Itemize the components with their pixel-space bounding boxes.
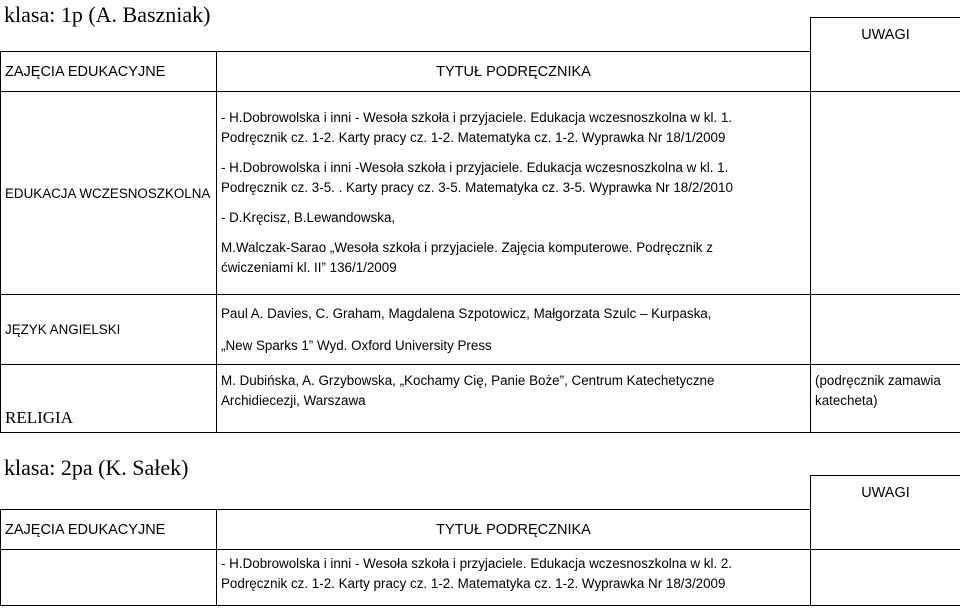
title-cell xyxy=(217,92,811,295)
header-notes: UWAGI xyxy=(811,18,960,52)
notes-cell xyxy=(811,365,960,433)
table-row xyxy=(1,295,960,365)
textbook-table-2pa xyxy=(0,475,960,606)
title-cell xyxy=(217,365,811,433)
subject-cell: RELIGIA xyxy=(1,365,217,433)
title-line: ćwiczeniami kl. II” 136/1/2009 xyxy=(221,260,397,275)
table-row xyxy=(1,365,960,433)
textbook-table-1p xyxy=(0,17,960,433)
header-subject: ZAJĘCIA EDUKACYJNE xyxy=(1,510,217,550)
notes-cell xyxy=(811,92,960,295)
notes-cell xyxy=(811,550,960,606)
title-line: Podręcznik cz. 1-2. Karty pracy cz. 1-2. Matematyka cz. 1-2. Wyprawka Nr 18/3/2009 xyxy=(221,576,726,591)
title-line: M.Walczak-Sarao „Wesoła szkoła i przyjaciele. Zajęcia komputerowe. Podręcznik z xyxy=(221,240,713,255)
title-line: - H.Dobrowolska i inni - Wesoła szkoła i przyjaciele. Edukacja wczesnoszkolna w kl. 1. xyxy=(221,110,733,125)
notes-line: katecheta) xyxy=(815,393,878,408)
class-heading-2pa: klasa: 2pa (K. Sałek) xyxy=(4,455,189,480)
title-line: Paul A. Davies, C. Graham, Magdalena Szpotowicz, Małgorzata Szulc – Kurpaska, xyxy=(221,305,712,321)
subject-cell: JĘZYK ANGIELSKI xyxy=(1,295,217,365)
header-title: TYTUŁ PODRĘCZNIKA xyxy=(217,510,811,550)
notes-line: (podręcznik zamawia xyxy=(815,373,941,388)
notes-cell xyxy=(811,295,960,365)
title-line: - H.Dobrowolska i inni - Wesoła szkoła i przyjaciele. Edukacja wczesnoszkolna w kl. 2. xyxy=(221,556,733,571)
table-row xyxy=(1,550,960,606)
title-line: - H.Dobrowolska i inni -Wesoła szkoła i przyjaciele. Edukacja wczesnoszkolna w kl. 1. xyxy=(221,160,729,175)
title-line: Podręcznik cz. 1-2. Karty pracy cz. 1-2. Matematyka cz. 1-2. Wyprawka Nr 18/1/2009 xyxy=(221,130,726,145)
subject-cell: EDUKACJA WCZESNOSZKOLNA xyxy=(1,92,217,295)
header-title: TYTUŁ PODRĘCZNIKA xyxy=(217,52,811,92)
header-notes: UWAGI xyxy=(811,476,960,510)
title-line: „New Sparks 1” Wyd. Oxford University Press xyxy=(221,337,492,353)
subject-cell xyxy=(1,550,217,606)
title-cell xyxy=(217,295,811,365)
title-line: Podręcznik cz. 3-5. . Karty pracy cz. 3-5. Matematyka cz. 3-5. Wyprawka Nr 18/2/2010 xyxy=(221,180,733,195)
title-line: - D.Kręcisz, B.Lewandowska, xyxy=(221,210,396,225)
table-row xyxy=(1,92,960,295)
title-line: Archidiecezji, Warszawa xyxy=(221,393,366,408)
header-subject: ZAJĘCIA EDUKACYJNE xyxy=(1,52,217,92)
class-heading-1p: klasa: 1p (A. Baszniak) xyxy=(4,2,211,27)
title-cell xyxy=(217,550,811,606)
title-line: M. Dubińska, A. Grzybowska, „Kochamy Cię, Panie Boże”, Centrum Katechetyczne xyxy=(221,373,715,388)
